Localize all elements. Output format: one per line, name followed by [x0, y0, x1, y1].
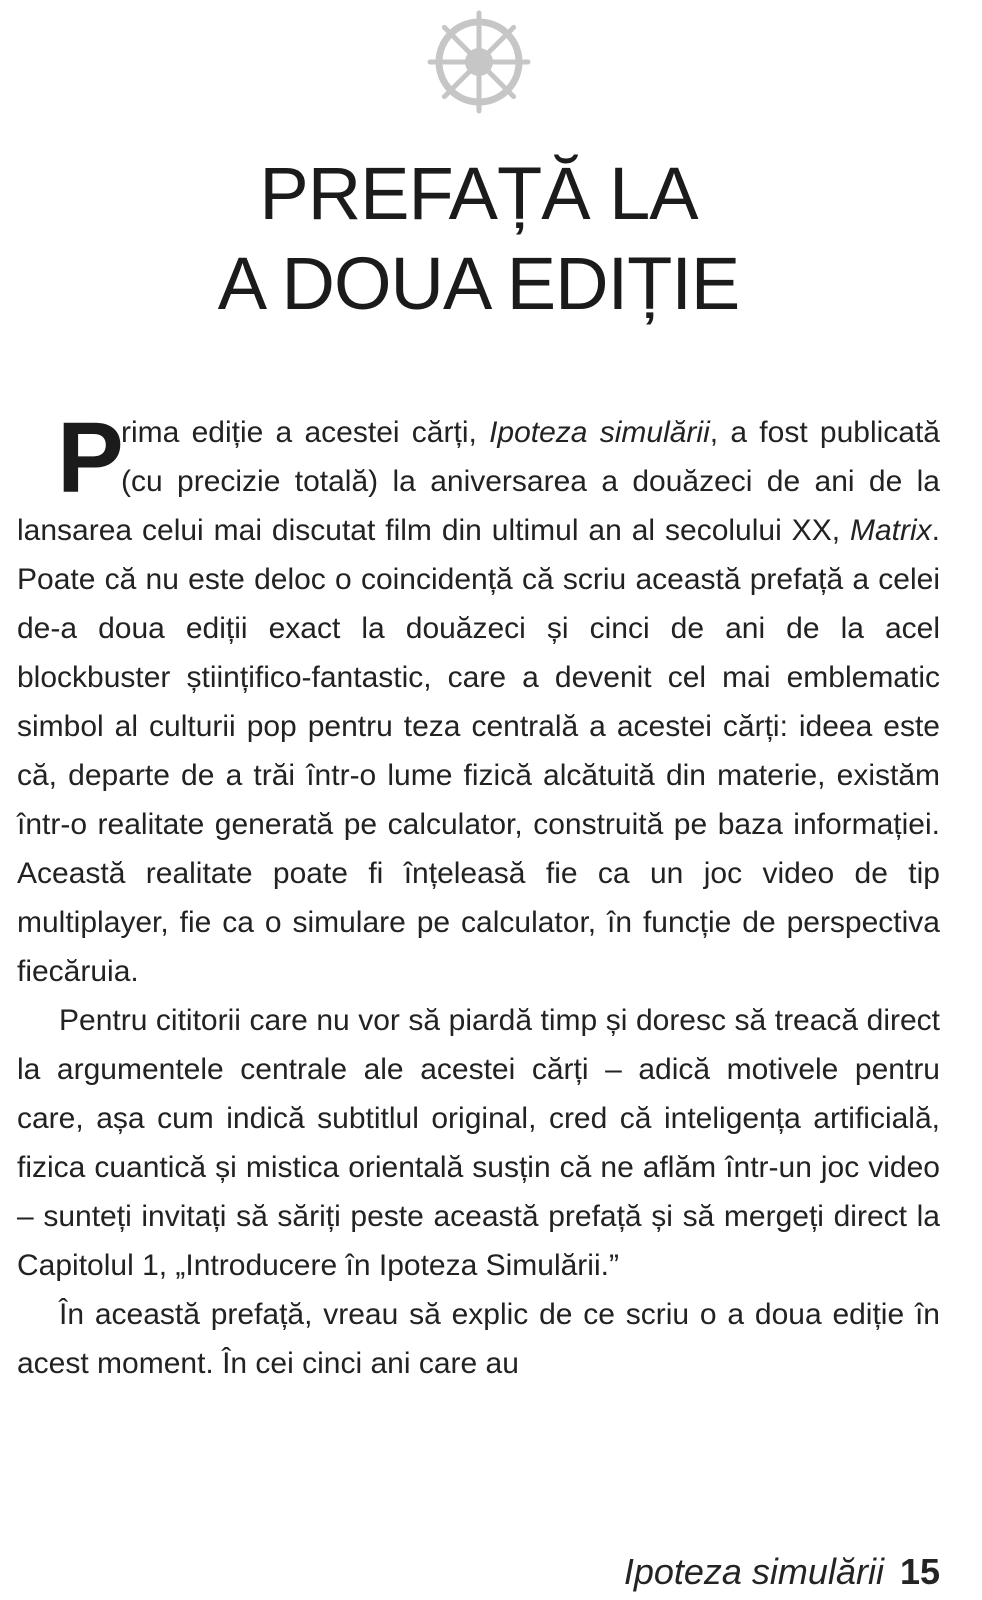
- paragraph-3: În această prefață, vreau să explic de ce scriu o a doua ediție în acest moment. În cei cinci ani care au: [17, 1298, 940, 1380]
- paragraph-2: Pentru cititorii care nu vor să piardă timp și doresc să treacă direct la argumentele centrale ale acestei cărți – adică motivele pentru care, așa cum indică subtitlul original, cred că inteligența artificială, fizica cuantică și mistica orientală susțin că ne aflăm într-un joc video – sunteți invitați să săriți peste această prefață și să mergeți direct la Capitolul 1, „Introducere în Ipoteza Simulării.”: [17, 1004, 940, 1282]
- running-footer: [17, 1551, 940, 1593]
- paragraph-1: [17, 402, 940, 996]
- chapter-title: [17, 149, 940, 329]
- chapter-title-line-2: A DOUA EDIȚIE: [217, 242, 740, 325]
- paragraph-1-text: rima ediție a acestei cărți,: [121, 416, 490, 449]
- body-text: [17, 402, 940, 1388]
- footer-page-number: 15: [899, 1551, 940, 1592]
- footer-book-title: Ipoteza simulării: [623, 1551, 884, 1592]
- chapter-title-line-1: PREFAȚĂ LA: [259, 152, 698, 235]
- paragraph-1-text: , a fost publicată (cu precizie totală) la aniversarea a douăzeci de ani de la lansarea celui mai discutat film din ultimul an al secolului XX,: [17, 416, 940, 547]
- dharma-wheel-icon: [427, 10, 531, 114]
- header-ornament: [17, 10, 940, 114]
- drop-cap: P: [57, 402, 124, 514]
- paragraph-1-text: . Poate că nu este deloc o coincidență că scriu această prefață a celei de-a doua ediții exact la douăzeci și cinci de ani de la acel blockbuster științifico-fantastic, care a devenit cel mai emblematic simbol al culturii pop pentru teza centrală a acestei cărți: ideea este că, departe de a trăi într-o lume fizică alcătuită din materie, existăm într-o realitate generată pe calculator, construită pe baza informației. Această realitate poate fi înțeleasă fie ca un joc video de tip multiplayer, fie ca o simulare pe calculator, în funcție de perspectiva fiecăruia.: [17, 514, 940, 988]
- movie-title-italic: Matrix: [849, 514, 932, 547]
- book-title-italic: Ipoteza simulării: [489, 416, 710, 449]
